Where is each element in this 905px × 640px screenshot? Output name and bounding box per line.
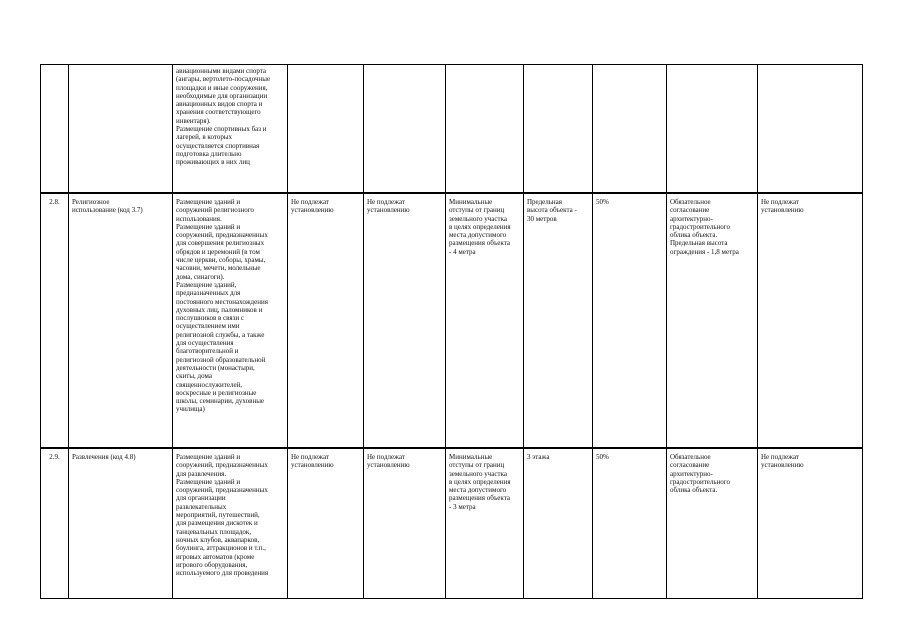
max-height: Предельная высота объекта - 30 метров	[524, 193, 593, 448]
use-description: Размещение зданий и сооружений, предназначенных для развлечения. Размещение зданий и сооружений, предназначенных для организации развлекательных мероприятий, путешествий, для размещения дискотек и танцевальных площадок, ночных клубов, аквапарков, боулинга, аттракционов и т.п., игровых автоматов (кроме игрового оборудования, используемого для проведения	[173, 448, 288, 599]
min-max-plot-dimensions: Не подлежат установлению	[364, 193, 446, 448]
restrictions	[758, 65, 863, 194]
max-height: 3 этажа	[524, 448, 593, 599]
min-max-plot-dimensions: Не подлежат установлению	[364, 448, 446, 599]
use-description: авиационными видами спорта (ангары, вертолето-посадочные площадки и иные сооружения, необходимые для организации авиационных видов спорта и хранения соответствующего инвентаря). Размещение спортивных баз и лагерей, в которых осуществляется спортивная подготовка длительно проживающих в них лиц	[173, 65, 288, 194]
other-parameters: Обязательное согласование архитектурно- градостроительного облика объекта. Предельная высота ограждения - 1,8 метра	[667, 193, 758, 448]
min-setback	[446, 65, 524, 194]
row-number	[41, 65, 69, 194]
row-number: 2.8.	[41, 193, 69, 448]
use-type-name: Развлечения (код 4.8)	[69, 448, 173, 599]
min-max-plot-size: Не подлежат установлению	[288, 193, 364, 448]
table-row	[41, 193, 863, 448]
max-coverage	[593, 65, 667, 194]
regulations-table	[40, 64, 863, 599]
min-max-plot-size	[288, 65, 364, 194]
table-row	[41, 448, 863, 599]
other-parameters: Обязательное согласование архитектурно- градостроительного облика объекта.	[667, 448, 758, 599]
row-number: 2.9.	[41, 448, 69, 599]
use-type-name	[69, 65, 173, 194]
other-parameters	[667, 65, 758, 194]
min-max-plot-dimensions	[364, 65, 446, 194]
table-row	[41, 65, 863, 194]
use-description: Размещение зданий и сооружений религиозного использования. Размещение зданий и сооружений, предназначенных для совершения религиозных обрядов и церемоний (в том числе церкви, соборы, храмы, часовни, мечети, молельные дома, синагоги). Размещение зданий, предназначенных для постоянного местонахождения духовных лиц, паломников и послушников в связи с осуществлением ими религиозной службы, а также для осуществления благотворительной и религиозной образовательной деятельности (монастыри, скиты, дома священнослужителей, воскресные и религиозные школы, семинарии, духовные училища)	[173, 193, 288, 448]
min-setback: Минимальные отступы от границ земельного участка в целях определения места допустимого размещения объекта - 3 метра	[446, 448, 524, 599]
max-height	[524, 65, 593, 194]
min-max-plot-size: Не подлежат установлению	[288, 448, 364, 599]
max-coverage: 50%	[593, 193, 667, 448]
restrictions: Не подлежат установлению	[758, 448, 863, 599]
use-type-name: Религиозное использование (код 3.7)	[69, 193, 173, 448]
restrictions: Не подлежат установлению	[758, 193, 863, 448]
min-setback: Минимальные отступы от границ земельного участка в целях определения места допустимого размещения объекта - 4 метра	[446, 193, 524, 448]
max-coverage: 50%	[593, 448, 667, 599]
